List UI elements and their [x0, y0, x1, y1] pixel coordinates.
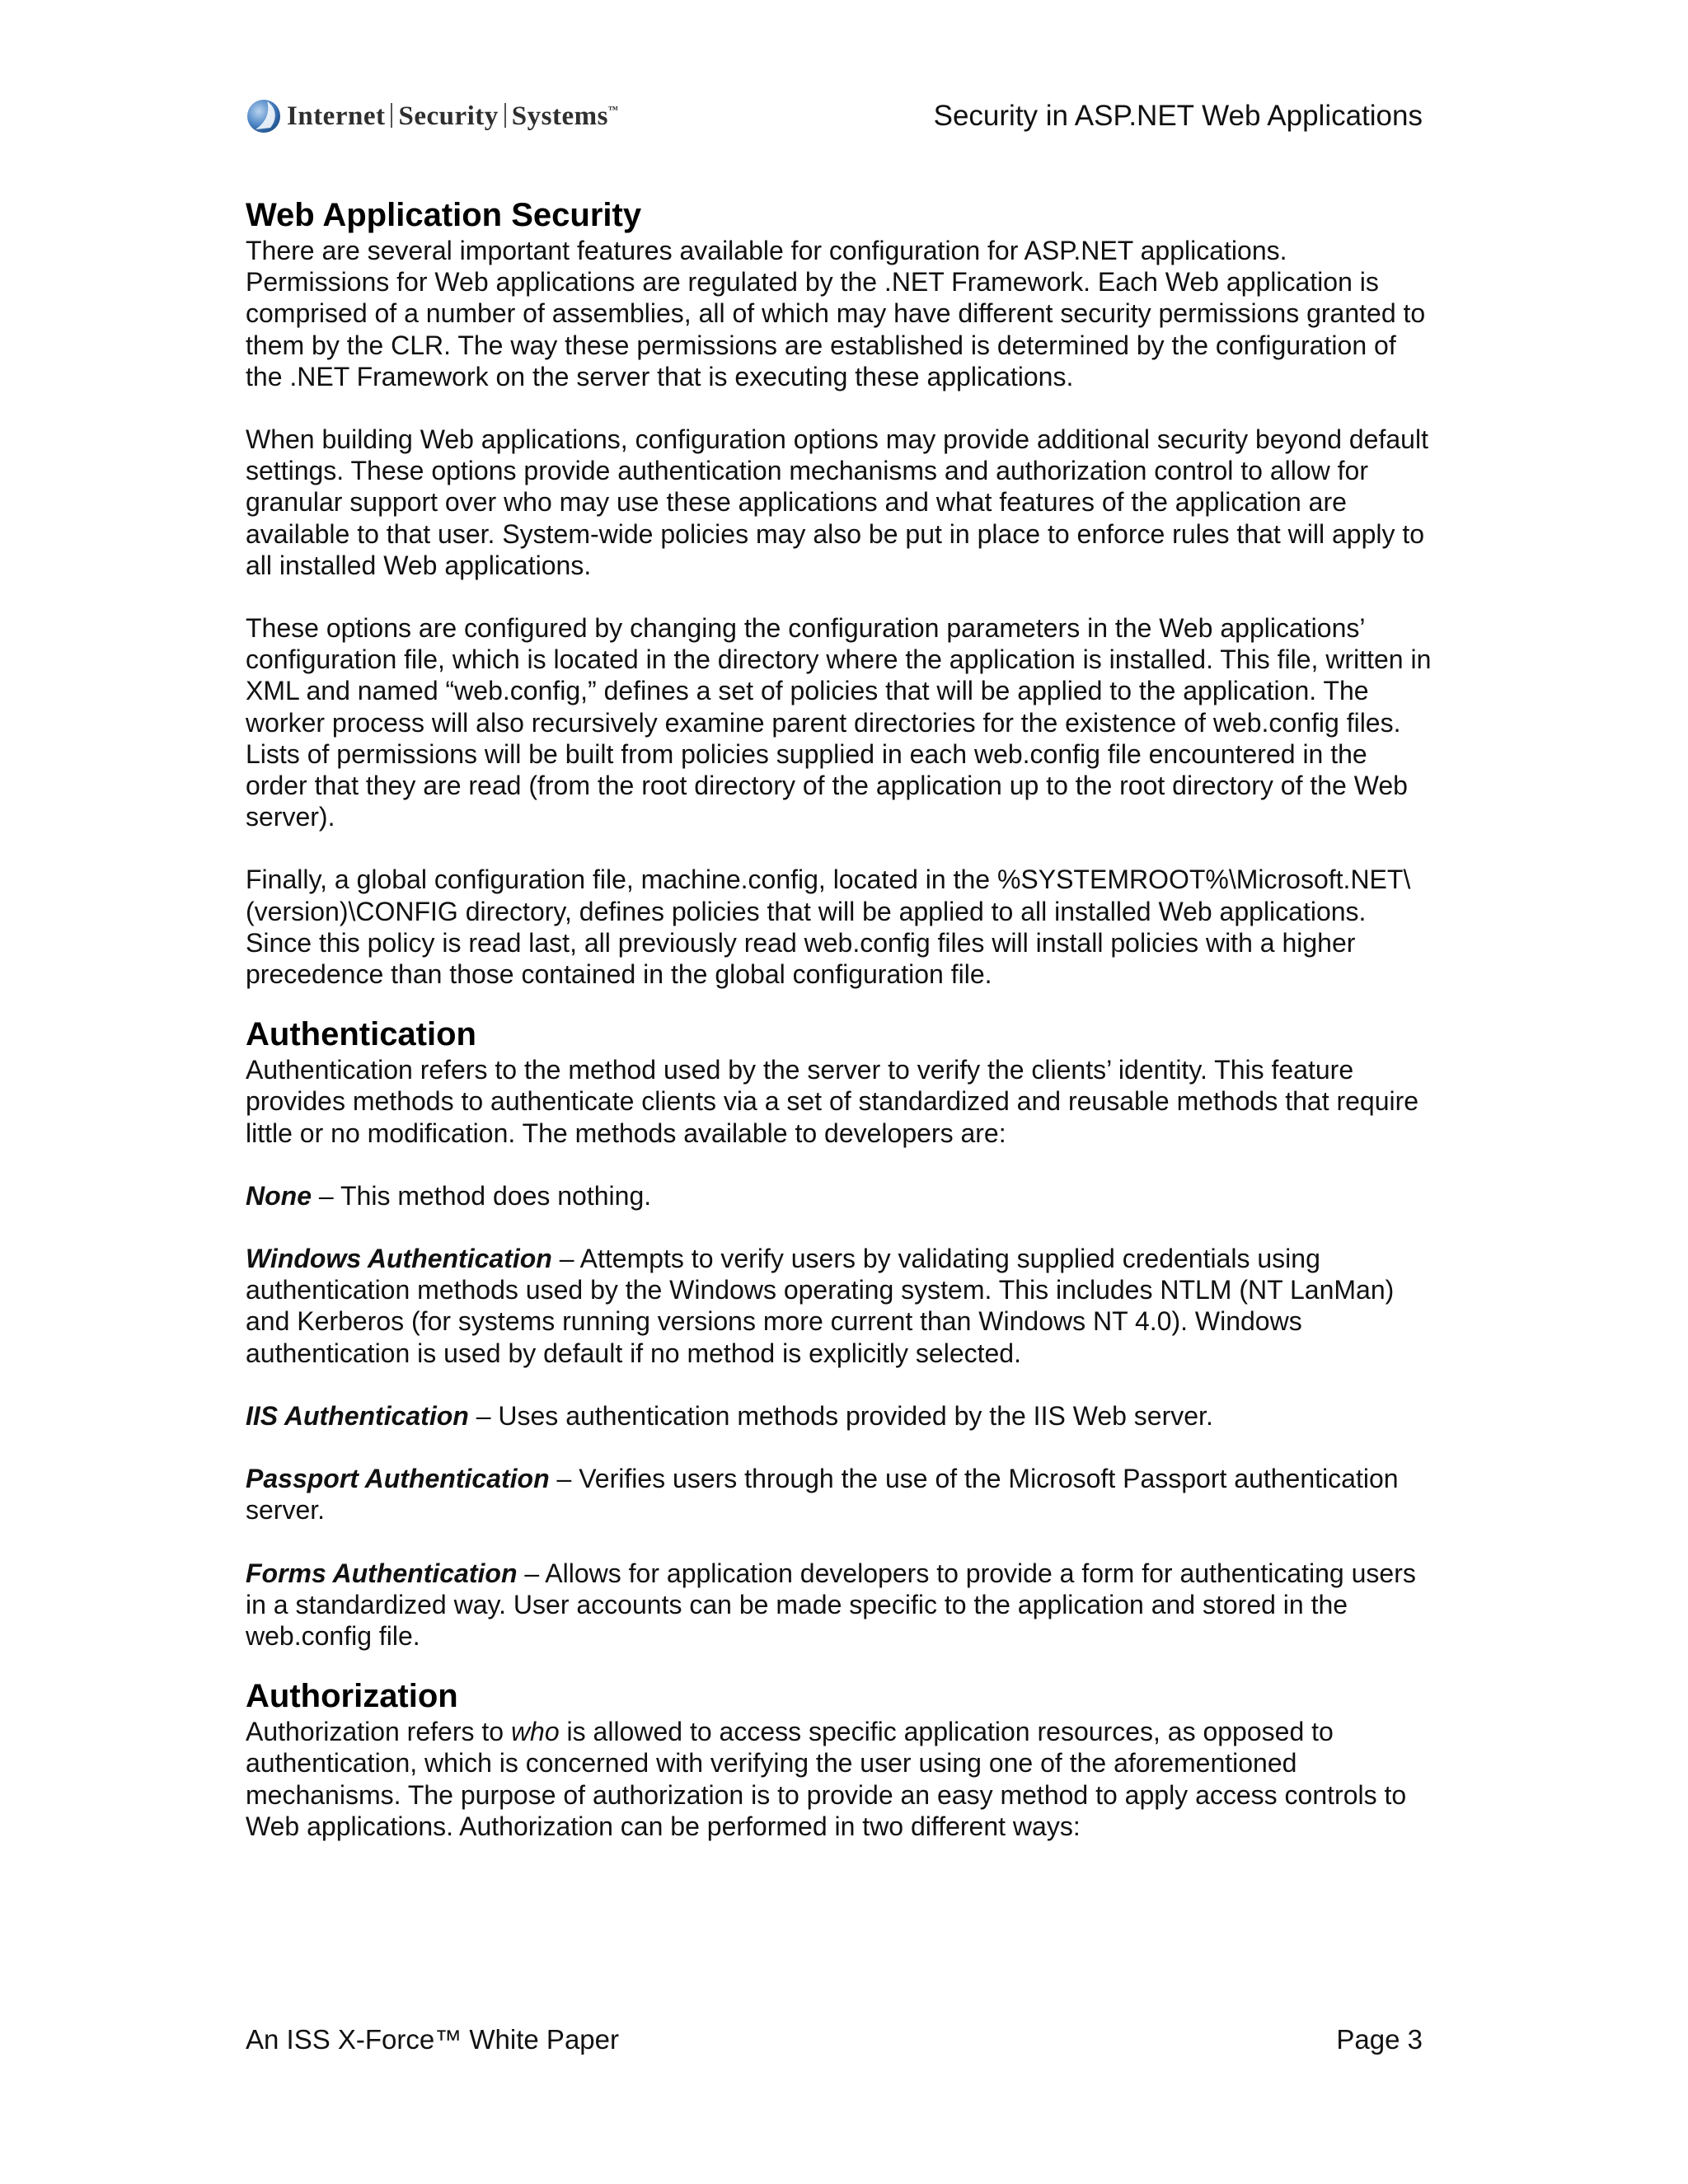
iss-logo [246, 98, 618, 134]
auth-method-desc: – Verifies users through the use of the Microsoft Passport authentication server. [246, 1464, 1399, 1526]
auth-method-desc: – This method does nothing. [312, 1180, 652, 1211]
paragraph [246, 1716, 1432, 1842]
auth-method-term: None [246, 1180, 312, 1211]
auth-method-forms [246, 1558, 1432, 1652]
logo-word-1: Internet [287, 101, 386, 131]
authorization-intro-em: who [510, 1717, 560, 1747]
logo-word-2: Security [398, 101, 499, 131]
footer-paper-title: An ISS X-Force™ White Paper [246, 2024, 619, 2055]
logo-word-3: Systems [511, 101, 608, 131]
auth-method-term: Passport Authentication [246, 1464, 550, 1494]
paragraph: Authentication refers to the method used by the server to verify the clients’ identity. This feature provides methods to authenticate clients via a set of standardized and reusable methods that require little or no modification. The methods available to developers are: [246, 1055, 1419, 1148]
header-title: Security in ASP.NET Web Applications [933, 100, 1423, 132]
auth-method-term: IIS Authentication [246, 1400, 469, 1431]
footer-page-number: Page 3 [1336, 2024, 1423, 2055]
logo-trademark: ™ [607, 103, 619, 115]
iss-globe-icon [246, 98, 282, 134]
section-heading-authentication: Authentication [246, 1016, 476, 1053]
page-header [246, 95, 1423, 144]
authorization-intro-pre: Authorization refers to [246, 1717, 511, 1747]
paragraph: Finally, a global configuration file, machine.config, located in the %SYSTEMROOT%\Microsoft.NET\(version)\CONFIG directory, defines policies that will be applied to all installed Web applications. Since this policy is read last, all previously read web.config files will install policies with a higher precedence than those contained in the global configuration file. [246, 865, 1411, 990]
paragraph: There are several important features available for configuration for ASP.NET applications. Permissions for Web applications are regulated by the .NET Framework. Each Web application is comprised of a number of assemblies, all of which may have different security permissions granted to them by the CLR. The way these permissions are established is determined by the configuration of the .NET Framework on the server that is executing these applications. [246, 236, 1426, 391]
logo-divider [391, 103, 392, 128]
section-heading-authorization: Authorization [246, 1678, 458, 1715]
auth-method-desc: – Allows for application developers to provide a form for authenticating users in a standardized way. User accounts can be made specific to the application and stored in the web.config file. [246, 1558, 1416, 1651]
auth-method-passport [246, 1463, 1432, 1526]
auth-method-term: Forms Authentication [246, 1558, 518, 1588]
auth-method-term: Windows Authentication [246, 1244, 552, 1274]
paragraph: When building Web applications, configuration options may provide additional security beyond default settings. These options provide authentication mechanisms and authorization control to allow for granular support over who may use these applications and what features of the application are available to that user. System-wide policies may also be put in place to enforce rules that will apply to all installed Web applications. [246, 424, 1428, 580]
logo-wordmark [287, 101, 618, 132]
page-body [246, 195, 1432, 1842]
auth-method-desc: – Uses authentication methods provided by the IIS Web server. [468, 1400, 1213, 1431]
page-footer [246, 2024, 1423, 2060]
authorization-intro-post: is allowed to access specific application resources, as opposed to authentication, which is concerned with verifying the user using one of the aforementioned mechanisms. The purpose of authorization is to provide an easy method to apply access controls to Web applications. Authorization can be performed in two different ways: [246, 1717, 1407, 1841]
auth-method-desc: – Attempts to verify users by validating supplied credentials using authentication methods used by the Windows operating system. This includes NTLM (NT LanMan) and Kerberos (for systems running versions more current than Windows NT 4.0). Windows authentication is used by default if no method is explicitly selected. [246, 1244, 1395, 1368]
auth-method-windows [246, 1243, 1432, 1369]
logo-divider [504, 103, 506, 128]
auth-method-iis [246, 1400, 1432, 1432]
auth-method-none [246, 1180, 1432, 1212]
section-heading-web-app-security: Web Application Security [246, 197, 642, 233]
paragraph: These options are configured by changing the configuration parameters in the Web applications’ configuration file, which is located in the directory where the application is installed. This file, written in XML and named “web.config,” defines a set of policies that will be applied to the application. The worker process will also recursively examine parent directories for the existence of web.config files. Lists of permissions will be built from policies supplied in each web.config file encountered in the order that they are read (from the root directory of the application up to the root directory of the Web server). [246, 613, 1432, 832]
